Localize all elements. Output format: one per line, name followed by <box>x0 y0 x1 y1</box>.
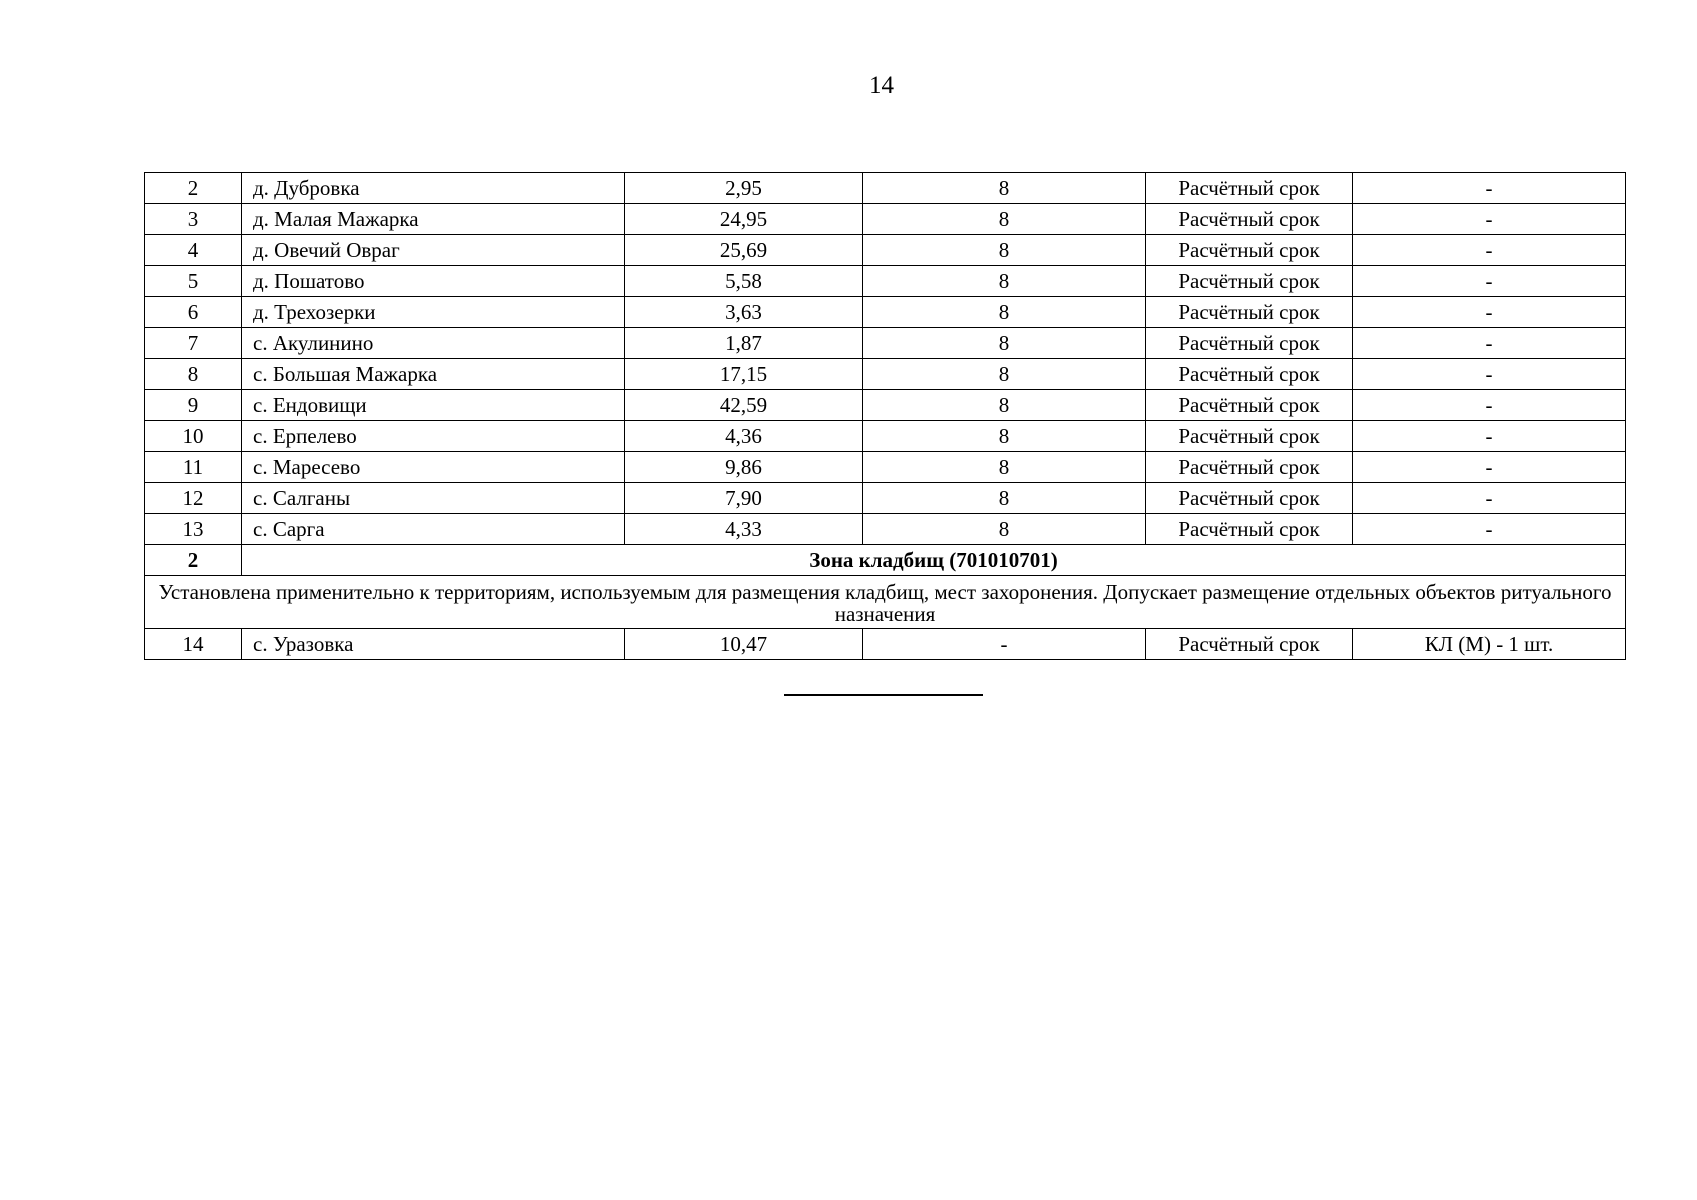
settlement-name: с. Акулинино <box>242 328 625 359</box>
table-row <box>145 266 1626 297</box>
area-value: 2,95 <box>625 173 863 204</box>
column-6-value: - <box>1353 359 1626 390</box>
table-body-top <box>145 173 1626 660</box>
row-number: 13 <box>145 514 242 545</box>
area-value: 9,86 <box>625 452 863 483</box>
row-number: 5 <box>145 266 242 297</box>
column-4-value: 8 <box>863 266 1146 297</box>
row-number: 4 <box>145 235 242 266</box>
column-4-value: 8 <box>863 297 1146 328</box>
table-row <box>145 483 1626 514</box>
column-6-value: - <box>1353 297 1626 328</box>
column-4-value: 8 <box>863 204 1146 235</box>
row-number: 2 <box>145 173 242 204</box>
area-value: 4,33 <box>625 514 863 545</box>
area-value: 10,47 <box>625 629 863 660</box>
settlement-name: д. Пошатово <box>242 266 625 297</box>
area-value: 4,36 <box>625 421 863 452</box>
settlement-name: с. Ерпелево <box>242 421 625 452</box>
settlement-name: д. Дубровка <box>242 173 625 204</box>
column-4-value: 8 <box>863 390 1146 421</box>
term-value: Расчётный срок <box>1146 235 1353 266</box>
row-number: 14 <box>145 629 242 660</box>
area-value: 25,69 <box>625 235 863 266</box>
term-value: Расчётный срок <box>1146 452 1353 483</box>
table-row <box>145 359 1626 390</box>
column-6-value: - <box>1353 452 1626 483</box>
row-number: 3 <box>145 204 242 235</box>
column-6-value: - <box>1353 235 1626 266</box>
table-row <box>145 235 1626 266</box>
column-6-value: - <box>1353 328 1626 359</box>
area-value: 3,63 <box>625 297 863 328</box>
zone-description: Установлена применительно к территориям, используемым для размещения кладбищ, мест захоронения. Допускает размещение отдельных объектов ритуального назначения <box>145 576 1626 629</box>
settlement-name: с. Уразовка <box>242 629 625 660</box>
term-value: Расчётный срок <box>1146 421 1353 452</box>
page-number: 14 <box>869 72 894 99</box>
zone-header-row <box>145 545 1626 576</box>
row-number: 10 <box>145 421 242 452</box>
row-number: 11 <box>145 452 242 483</box>
table-row <box>145 328 1626 359</box>
row-number: 8 <box>145 359 242 390</box>
table-row <box>145 629 1626 660</box>
row-number: 9 <box>145 390 242 421</box>
column-6-value: - <box>1353 483 1626 514</box>
settlement-name: д. Овечий Овраг <box>242 235 625 266</box>
settlement-name: с. Маресево <box>242 452 625 483</box>
column-6-value: - <box>1353 514 1626 545</box>
column-6-value: - <box>1353 421 1626 452</box>
zones-table <box>144 172 1626 660</box>
row-number: 7 <box>145 328 242 359</box>
term-value: Расчётный срок <box>1146 390 1353 421</box>
column-4-value: 8 <box>863 173 1146 204</box>
column-4-value: 8 <box>863 328 1146 359</box>
column-4-value: 8 <box>863 359 1146 390</box>
table-row <box>145 514 1626 545</box>
settlement-name: д. Малая Мажарка <box>242 204 625 235</box>
column-4-value: 8 <box>863 421 1146 452</box>
column-6-value: - <box>1353 266 1626 297</box>
table-row <box>145 452 1626 483</box>
row-number: 6 <box>145 297 242 328</box>
area-value: 24,95 <box>625 204 863 235</box>
area-value: 7,90 <box>625 483 863 514</box>
table-row <box>145 390 1626 421</box>
settlement-name: с. Ендовищи <box>242 390 625 421</box>
column-4-value: - <box>863 629 1146 660</box>
area-value: 1,87 <box>625 328 863 359</box>
column-6-value: - <box>1353 204 1626 235</box>
term-value: Расчётный срок <box>1146 359 1353 390</box>
table-row <box>145 421 1626 452</box>
column-6-value: - <box>1353 390 1626 421</box>
column-4-value: 8 <box>863 514 1146 545</box>
column-4-value: 8 <box>863 483 1146 514</box>
term-value: Расчётный срок <box>1146 483 1353 514</box>
area-value: 5,58 <box>625 266 863 297</box>
zone-title: Зона кладбищ (701010701) <box>242 545 1626 576</box>
column-6-value: - <box>1353 173 1626 204</box>
table-row <box>145 173 1626 204</box>
area-value: 42,59 <box>625 390 863 421</box>
term-value: Расчётный срок <box>1146 204 1353 235</box>
zone-number: 2 <box>145 545 242 576</box>
table-row <box>145 297 1626 328</box>
term-value: Расчётный срок <box>1146 629 1353 660</box>
settlement-name: д. Трехозерки <box>242 297 625 328</box>
column-4-value: 8 <box>863 452 1146 483</box>
zone-description-row <box>145 576 1626 629</box>
term-value: Расчётный срок <box>1146 266 1353 297</box>
term-value: Расчётный срок <box>1146 173 1353 204</box>
column-4-value: 8 <box>863 235 1146 266</box>
settlement-name: с. Салганы <box>242 483 625 514</box>
term-value: Расчётный срок <box>1146 297 1353 328</box>
column-6-value: КЛ (М) - 1 шт. <box>1353 629 1626 660</box>
end-divider <box>784 694 983 696</box>
term-value: Расчётный срок <box>1146 328 1353 359</box>
area-value: 17,15 <box>625 359 863 390</box>
settlement-name: с. Сарга <box>242 514 625 545</box>
term-value: Расчётный срок <box>1146 514 1353 545</box>
row-number: 12 <box>145 483 242 514</box>
settlement-name: с. Большая Мажарка <box>242 359 625 390</box>
table-row <box>145 204 1626 235</box>
